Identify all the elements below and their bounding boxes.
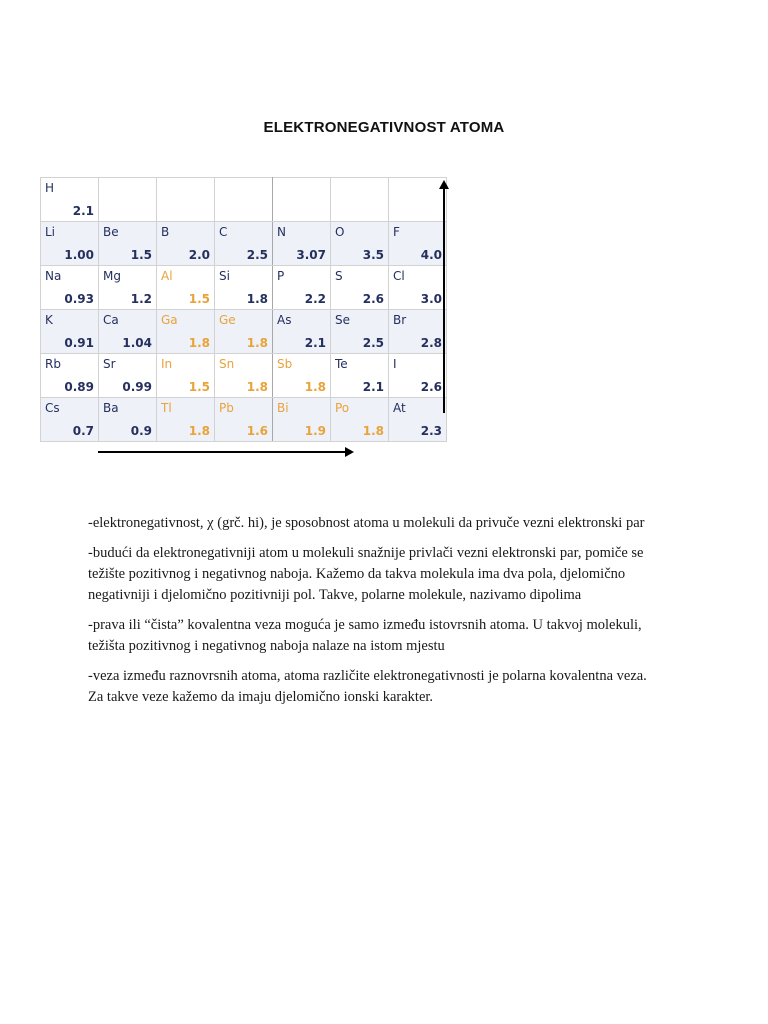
element-symbol: Ga (161, 313, 178, 327)
element-symbol: Rb (45, 357, 61, 371)
element-electronegativity: 2.6 (362, 292, 384, 306)
element-electronegativity: 1.5 (188, 380, 210, 394)
element-symbol: B (161, 225, 170, 239)
paragraph-dipoles: -budući da elektronegativniji atom u molekuli snažnije privlači vezni elektronski par, pomiče se težište pozitivnog i negativnog naboja. Kažemo da takva molekula ima dva pola, djelomično negativniji i djelomično pozitivniji pol. Takve, polarne molekule, nazivamo dipolima (88, 545, 644, 603)
element-electronegativity: 1.2 (130, 292, 152, 306)
element-electronegativity: 1.8 (188, 424, 210, 438)
element-electronegativity: 1.00 (64, 248, 94, 262)
element-cell (215, 354, 273, 398)
element-electronegativity: 2.5 (362, 336, 384, 350)
element-symbol: As (277, 313, 292, 327)
element-symbol: Al (161, 269, 173, 283)
element-symbol: C (219, 225, 228, 239)
element-electronegativity: 1.8 (188, 336, 210, 350)
table-row (41, 310, 447, 354)
element-symbol: Ge (219, 313, 236, 327)
element-cell (41, 178, 99, 222)
element-cell (331, 354, 389, 398)
element-symbol: Mg (103, 269, 121, 283)
element-electronegativity: 2.1 (72, 204, 94, 218)
element-cell (331, 398, 389, 442)
element-symbol: S (335, 269, 343, 283)
arrow-right-icon (98, 451, 346, 453)
element-symbol: Sn (219, 357, 235, 371)
element-electronegativity: 3.5 (362, 248, 384, 262)
element-symbol: Ba (103, 401, 119, 415)
element-electronegativity: 0.9 (130, 424, 152, 438)
element-symbol: Be (103, 225, 119, 239)
empty-cell (331, 178, 389, 222)
element-symbol: I (393, 357, 397, 371)
paragraph-definition: -elektronegativnost, χ (grč. hi), je sposobnost atoma u molekuli da privuče vezni elektronski par (88, 515, 645, 531)
table-row (41, 354, 447, 398)
element-electronegativity: 3.0 (420, 292, 442, 306)
element-electronegativity: 2.8 (420, 336, 442, 350)
element-electronegativity: 0.7 (72, 424, 94, 438)
element-cell (389, 310, 447, 354)
element-symbol: Li (45, 225, 56, 239)
element-cell (41, 266, 99, 310)
element-symbol: Te (335, 357, 348, 371)
element-electronegativity: 0.93 (64, 292, 94, 306)
element-cell (99, 354, 157, 398)
element-electronegativity: 2.1 (362, 380, 384, 394)
element-cell (41, 398, 99, 442)
element-symbol: N (277, 225, 286, 239)
element-symbol: Tl (161, 401, 172, 415)
element-symbol: Br (393, 313, 407, 327)
element-electronegativity: 2.6 (420, 380, 442, 394)
element-symbol: F (393, 225, 400, 239)
element-cell (215, 310, 273, 354)
element-cell (273, 310, 331, 354)
element-cell (41, 354, 99, 398)
table-row (41, 266, 447, 310)
element-symbol: K (45, 313, 53, 327)
electronegativity-table (40, 177, 447, 442)
element-symbol: Bi (277, 401, 289, 415)
element-symbol: In (161, 357, 173, 371)
element-cell (41, 310, 99, 354)
element-symbol: Se (335, 313, 350, 327)
element-cell (389, 354, 447, 398)
element-cell (157, 310, 215, 354)
arrow-up-icon (443, 188, 445, 413)
element-symbol: Ca (103, 313, 119, 327)
element-cell (157, 398, 215, 442)
element-electronegativity: 1.5 (130, 248, 152, 262)
element-cell (273, 354, 331, 398)
element-symbol: Cs (45, 401, 60, 415)
table-row (41, 398, 447, 442)
element-symbol: At (393, 401, 406, 415)
element-electronegativity: 1.8 (246, 380, 268, 394)
element-electronegativity: 0.89 (64, 380, 94, 394)
element-electronegativity: 1.6 (246, 424, 268, 438)
element-electronegativity: 1.8 (362, 424, 384, 438)
element-electronegativity: 2.5 (246, 248, 268, 262)
table-row (41, 178, 447, 222)
paragraph-pure-covalent: -prava ili “čista” kovalentna veza moguća je samo između istovrsnih atoma. U takvoj molekuli, težišta pozitivnog i negativnog naboja nalaze na istom mjestu (88, 617, 642, 654)
element-symbol: O (335, 225, 345, 239)
element-cell (389, 398, 447, 442)
page-title: ELEKTRONEGATIVNOST ATOMA (263, 119, 505, 136)
empty-cell (99, 178, 157, 222)
element-cell (157, 354, 215, 398)
element-electronegativity: 2.2 (304, 292, 326, 306)
element-electronegativity: 3.07 (296, 248, 326, 262)
paragraph-polar-covalent: -veza između raznovrsnih atoma, atoma različite elektronegativnosti je polarna kovalentna veza. Za takve veze kažemo da imaju djelomično ionski karakter. (88, 668, 647, 705)
empty-cell (389, 178, 447, 222)
element-symbol: Sb (277, 357, 293, 371)
element-cell (389, 222, 447, 266)
element-cell (331, 222, 389, 266)
element-electronegativity: 1.8 (304, 380, 326, 394)
element-cell (389, 266, 447, 310)
element-electronegativity: 1.8 (246, 292, 268, 306)
element-electronegativity: 0.91 (64, 336, 94, 350)
element-electronegativity: 1.9 (304, 424, 326, 438)
element-cell (273, 266, 331, 310)
element-electronegativity: 2.1 (304, 336, 326, 350)
element-cell (331, 310, 389, 354)
element-symbol: Na (45, 269, 62, 283)
empty-cell (273, 178, 331, 222)
element-cell (215, 222, 273, 266)
element-electronegativity: 1.8 (246, 336, 268, 350)
element-cell (157, 222, 215, 266)
empty-cell (157, 178, 215, 222)
element-cell (99, 222, 157, 266)
element-electronegativity: 2.3 (420, 424, 442, 438)
element-electronegativity: 1.04 (122, 336, 152, 350)
element-symbol: H (45, 181, 55, 195)
element-symbol: Sr (103, 357, 116, 371)
element-cell (99, 266, 157, 310)
element-cell (157, 266, 215, 310)
element-cell (99, 398, 157, 442)
element-cell (215, 398, 273, 442)
element-cell (215, 266, 273, 310)
element-cell (99, 310, 157, 354)
element-electronegativity: 4.0 (420, 248, 442, 262)
element-electronegativity: 0.99 (122, 380, 152, 394)
empty-cell (215, 178, 273, 222)
element-cell (331, 266, 389, 310)
body-text (88, 513, 648, 717)
element-cell (41, 222, 99, 266)
element-symbol: Cl (393, 269, 405, 283)
element-cell (273, 222, 331, 266)
element-cell (273, 398, 331, 442)
element-symbol: Pb (219, 401, 234, 415)
element-electronegativity: 1.5 (188, 292, 210, 306)
table-row (41, 222, 447, 266)
element-symbol: Si (219, 269, 230, 283)
element-symbol: Po (335, 401, 350, 415)
element-electronegativity: 2.0 (188, 248, 210, 262)
element-symbol: P (277, 269, 285, 283)
